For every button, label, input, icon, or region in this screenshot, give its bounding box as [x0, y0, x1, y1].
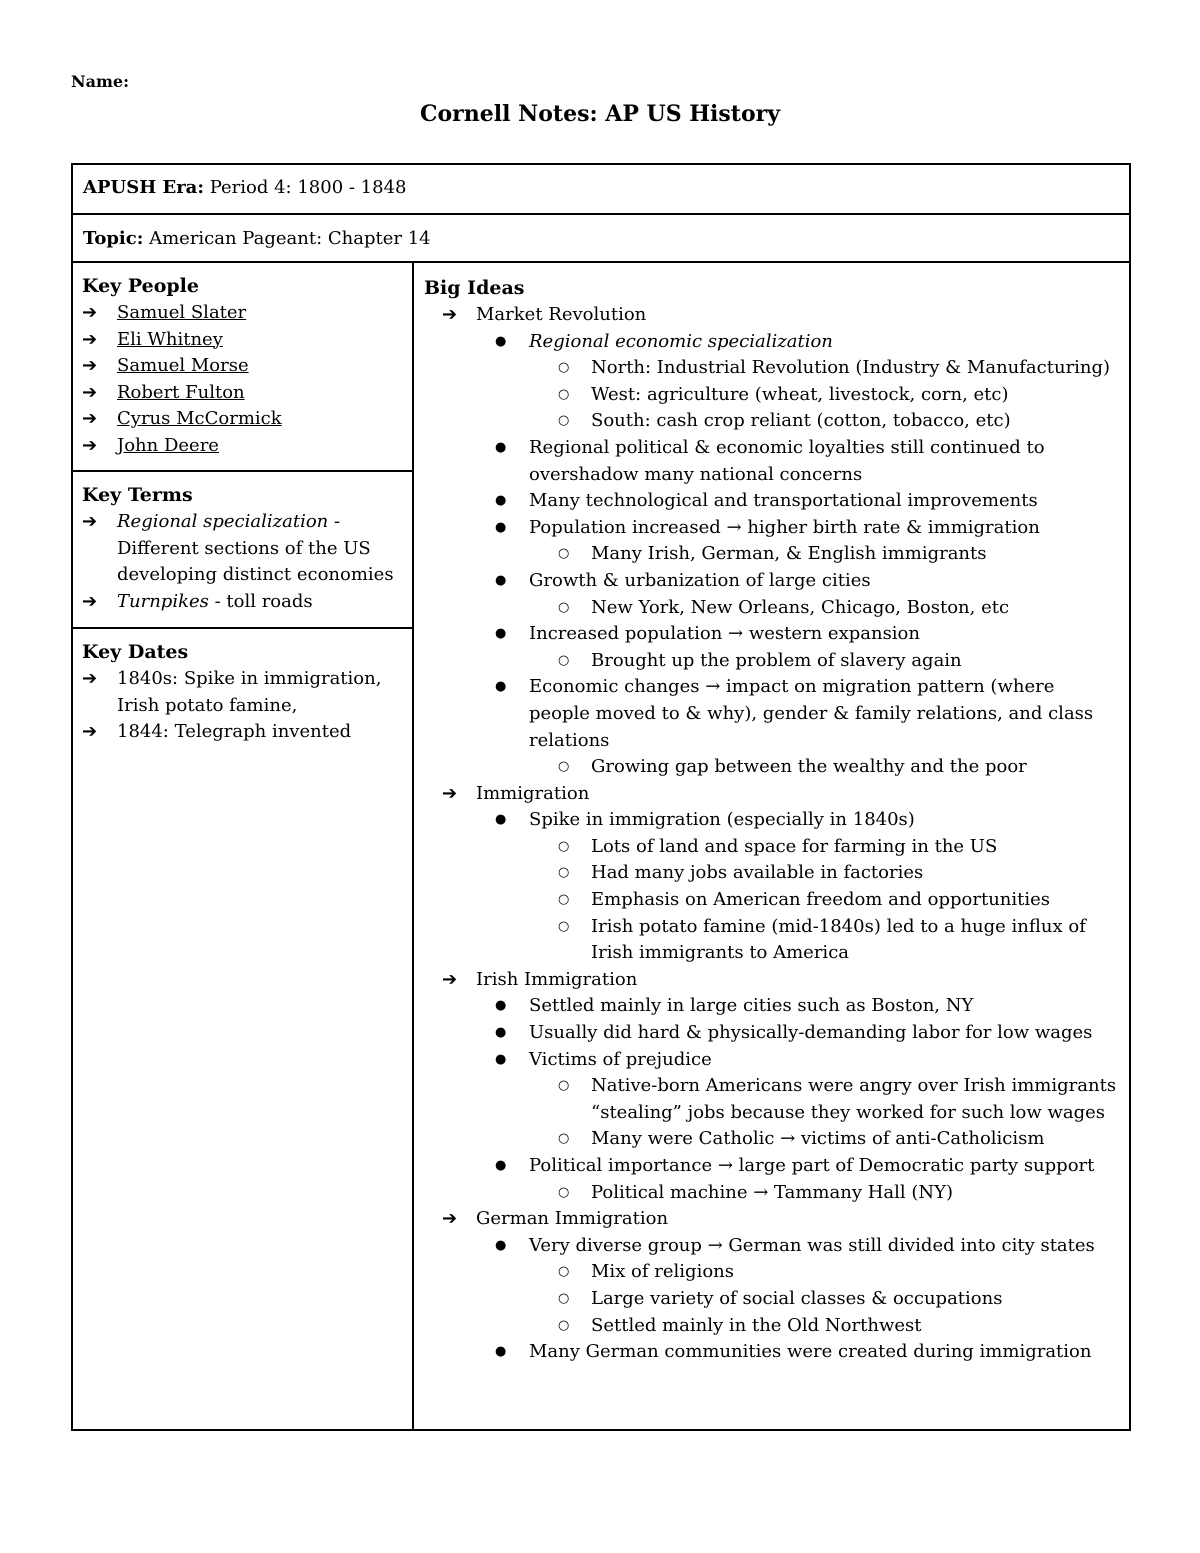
bullet-icon: ● — [495, 1025, 507, 1041]
outline-item-level-2 — [424, 807, 1129, 834]
outline-item-level-2 — [424, 1047, 1129, 1074]
circle-bullet-icon: ○ — [558, 599, 570, 615]
key-person: Eli Whitney — [117, 328, 223, 350]
bullet-icon: ● — [495, 519, 507, 535]
outline-item-level-2 — [424, 1153, 1129, 1180]
key-term: Turnpikes — [117, 590, 209, 612]
outline-item-text: Economic changes → impact on migration pattern (where people moved to & why), gender & family relations, and class relations — [529, 676, 1094, 751]
outline-item-level-2 — [424, 435, 1129, 488]
arrow-icon: ➔ — [82, 328, 98, 350]
era-label: APUSH Era: — [83, 177, 204, 198]
bullet-icon: ● — [495, 812, 507, 828]
circle-bullet-icon: ○ — [558, 1184, 570, 1200]
outline-item-level-3 — [424, 1286, 1129, 1313]
topic-value: American Pageant: Chapter 14 — [143, 228, 431, 249]
outline-item-text: New York, New Orleans, Chicago, Boston, etc — [591, 596, 1010, 618]
outline-item-text: Lots of land and space for farming in the US — [591, 835, 998, 857]
circle-bullet-icon: ○ — [558, 838, 570, 854]
outline-item-text: Regional economic specialization — [529, 330, 833, 352]
outline-item-level-3 — [424, 834, 1129, 861]
arrow-icon: ➔ — [442, 304, 458, 325]
bullet-icon: ● — [495, 572, 507, 588]
outline-item-text: Victims of prejudice — [529, 1048, 712, 1070]
key-dates-section — [73, 629, 412, 746]
key-person: Robert Fulton — [117, 381, 245, 403]
outline-item-text: Political machine → Tammany Hall (NY) — [591, 1181, 954, 1203]
list-item — [82, 509, 412, 589]
key-term-definition: - Different sections of the US developing distinct economies — [117, 511, 394, 585]
outline-item-text: German Immigration — [476, 1208, 669, 1230]
key-people-list — [82, 300, 412, 459]
arrow-icon: ➔ — [442, 968, 458, 990]
bullet-icon: ● — [495, 493, 507, 509]
key-people-heading: Key People — [82, 275, 199, 297]
outline-item-text: Growth & urbanization of large cities — [529, 569, 871, 591]
key-terms-list — [82, 509, 412, 615]
outline-item-level-3 — [424, 1073, 1129, 1126]
key-person: Samuel Slater — [117, 302, 247, 323]
arrow-icon: ➔ — [82, 590, 98, 612]
era-value: Period 4: 1800 - 1848 — [203, 177, 407, 198]
outline-item-text: Regional political & economic loyalties still continued to overshadow many national concerns — [529, 436, 1045, 485]
key-term-definition: - toll roads — [208, 590, 313, 612]
outline-item-level-2 — [424, 993, 1129, 1020]
bullet-icon: ● — [495, 626, 507, 642]
arrow-icon: ➔ — [82, 381, 98, 403]
outline-item-text: Irish Immigration — [476, 968, 638, 990]
bullet-icon: ● — [495, 1237, 507, 1253]
bullet-icon: ● — [495, 333, 507, 349]
arrow-icon: ➔ — [82, 434, 98, 456]
circle-bullet-icon: ○ — [558, 1078, 570, 1094]
outline-item-text: Spike in immigration (especially in 1840s) — [529, 809, 915, 831]
outline-item-level-3 — [424, 1180, 1129, 1207]
outline-item-level-1 — [424, 1206, 1129, 1233]
arrow-icon: ➔ — [442, 1208, 458, 1230]
outline-item-text: Many technological and transportational improvements — [529, 490, 1038, 512]
outline-item-level-2 — [424, 674, 1129, 754]
outline-item-text: Political importance → large part of Democratic party support — [529, 1155, 1095, 1176]
circle-bullet-icon: ○ — [558, 652, 570, 668]
outline-item-level-3 — [424, 595, 1129, 622]
key-people-section — [73, 263, 412, 472]
outline-item-level-3 — [424, 860, 1129, 887]
bullet-icon: ● — [495, 1051, 507, 1067]
name-label: Name: — [71, 72, 130, 91]
cornell-notes-table — [71, 163, 1131, 1431]
key-terms-heading: Key Terms — [82, 484, 193, 506]
outline-item-level-3 — [424, 914, 1129, 967]
arrow-icon: ➔ — [82, 302, 98, 323]
circle-bullet-icon: ○ — [558, 1317, 570, 1333]
era-row — [73, 165, 1129, 215]
list-item — [82, 666, 412, 719]
topic-label: Topic: — [83, 228, 144, 249]
list-item — [82, 327, 412, 354]
outline-item-level-2 — [424, 1339, 1129, 1366]
key-term: Regional specialization — [117, 511, 329, 532]
bullet-icon: ● — [495, 439, 507, 455]
outline-item-level-2 — [424, 515, 1129, 542]
outline-item-text: West: agriculture (wheat, livestock, corn, etc) — [591, 383, 1009, 405]
outline-item-text: Many German communities were created during immigration — [529, 1341, 1092, 1363]
outline-item-text: Settled mainly in the Old Northwest — [591, 1314, 922, 1336]
key-dates-list — [82, 666, 412, 746]
outline-item-text: Mix of religions — [591, 1261, 734, 1283]
key-terms-section — [73, 472, 412, 629]
outline-item-level-3 — [424, 1126, 1129, 1153]
outline-item-text: Many Irish, German, & English immigrants — [591, 543, 987, 565]
outline-item-level-1 — [424, 302, 1129, 329]
circle-bullet-icon: ○ — [558, 759, 570, 775]
outline-item-text: Emphasis on American freedom and opportunities — [591, 889, 1051, 911]
key-person: Cyrus McCormick — [117, 408, 282, 429]
circle-bullet-icon: ○ — [558, 546, 570, 562]
outline-item-text: South: cash crop reliant (cotton, tobacco, etc) — [591, 410, 1011, 432]
outline-item-level-1 — [424, 967, 1129, 994]
key-dates-heading: Key Dates — [82, 641, 189, 663]
outline-item-level-2 — [424, 621, 1129, 648]
key-person: Samuel Morse — [117, 355, 249, 376]
circle-bullet-icon: ○ — [558, 1131, 570, 1147]
outline-item-level-2 — [424, 1233, 1129, 1260]
big-ideas-list — [424, 302, 1129, 1366]
outline-item-text: Large variety of social classes & occupations — [591, 1287, 1003, 1309]
key-person: John Deere — [117, 434, 219, 456]
arrow-icon: ➔ — [82, 668, 98, 689]
arrow-icon: ➔ — [82, 511, 98, 532]
outline-item-level-1 — [424, 781, 1129, 808]
outline-item-text: Immigration — [476, 782, 590, 804]
outline-item-text: Market Revolution — [476, 304, 647, 325]
outline-item-level-2 — [424, 488, 1129, 515]
outline-item-text: Irish potato famine (mid-1840s) led to a huge influx of Irish immigrants to America — [591, 915, 1086, 964]
outline-item-text: North: Industrial Revolution (Industry & Manufacturing) — [591, 357, 1111, 379]
list-item — [82, 406, 412, 433]
outline-item-level-3 — [424, 408, 1129, 435]
outline-item-text: Many were Catholic → victims of anti-Catholicism — [591, 1128, 1045, 1150]
circle-bullet-icon: ○ — [558, 918, 570, 934]
circle-bullet-icon: ○ — [558, 892, 570, 908]
outline-item-text: Growing gap between the wealthy and the poor — [591, 756, 1027, 778]
outline-item-level-3 — [424, 1259, 1129, 1286]
outline-item-level-3 — [424, 1313, 1129, 1340]
outline-item-level-3 — [424, 754, 1129, 781]
outline-item-level-2 — [424, 1020, 1129, 1047]
topic-row — [73, 215, 1129, 263]
outline-item-level-3 — [424, 382, 1129, 409]
list-item — [82, 433, 412, 460]
arrow-icon: ➔ — [82, 408, 98, 429]
outline-item-text: Population increased → higher birth rate & immigration — [529, 516, 1040, 538]
outline-item-text: Had many jobs available in factories — [591, 862, 924, 884]
list-item — [82, 353, 412, 380]
bullet-icon: ● — [495, 998, 507, 1014]
arrow-icon: ➔ — [82, 355, 98, 376]
outline-item-text: Settled mainly in large cities such as Boston, NY — [529, 995, 974, 1017]
outline-item-text: Brought up the problem of slavery again — [591, 649, 962, 671]
cue-column — [73, 263, 414, 1429]
circle-bullet-icon: ○ — [558, 413, 570, 429]
list-item — [82, 380, 412, 407]
circle-bullet-icon: ○ — [558, 1290, 570, 1306]
outline-item-level-3 — [424, 648, 1129, 675]
circle-bullet-icon: ○ — [558, 1264, 570, 1280]
outline-item-level-2 — [424, 568, 1129, 595]
circle-bullet-icon: ○ — [558, 360, 570, 376]
outline-item-text: Increased population → western expansion — [529, 623, 920, 645]
bullet-icon: ● — [495, 1344, 507, 1360]
outline-item-text: Native-born Americans were angry over Irish immigrants “stealing” jobs because they worked for such low wages — [591, 1075, 1117, 1123]
outline-item-level-2 — [424, 329, 1129, 356]
page-title: Cornell Notes: AP US History — [420, 101, 780, 127]
outline-item-level-3 — [424, 355, 1129, 382]
outline-item-level-3 — [424, 887, 1129, 914]
outline-item-level-3 — [424, 541, 1129, 568]
list-item — [82, 300, 412, 327]
bullet-icon: ● — [495, 679, 507, 695]
big-ideas-heading: Big Ideas — [424, 277, 525, 299]
key-date: 1844: Telegraph invented — [117, 721, 352, 742]
outline-item-text: Very diverse group → German was still divided into city states — [529, 1234, 1095, 1256]
circle-bullet-icon: ○ — [558, 865, 570, 881]
key-date: 1840s: Spike in immigration, Irish potato famine, — [117, 668, 382, 716]
arrow-icon: ➔ — [82, 721, 98, 742]
outline-item-text: Usually did hard & physically-demanding labor for low wages — [529, 1022, 1093, 1044]
bullet-icon: ● — [495, 1158, 507, 1173]
list-item — [82, 719, 412, 746]
list-item — [82, 589, 412, 616]
arrow-icon: ➔ — [442, 782, 458, 804]
circle-bullet-icon: ○ — [558, 386, 570, 402]
notes-column — [414, 263, 1129, 1429]
